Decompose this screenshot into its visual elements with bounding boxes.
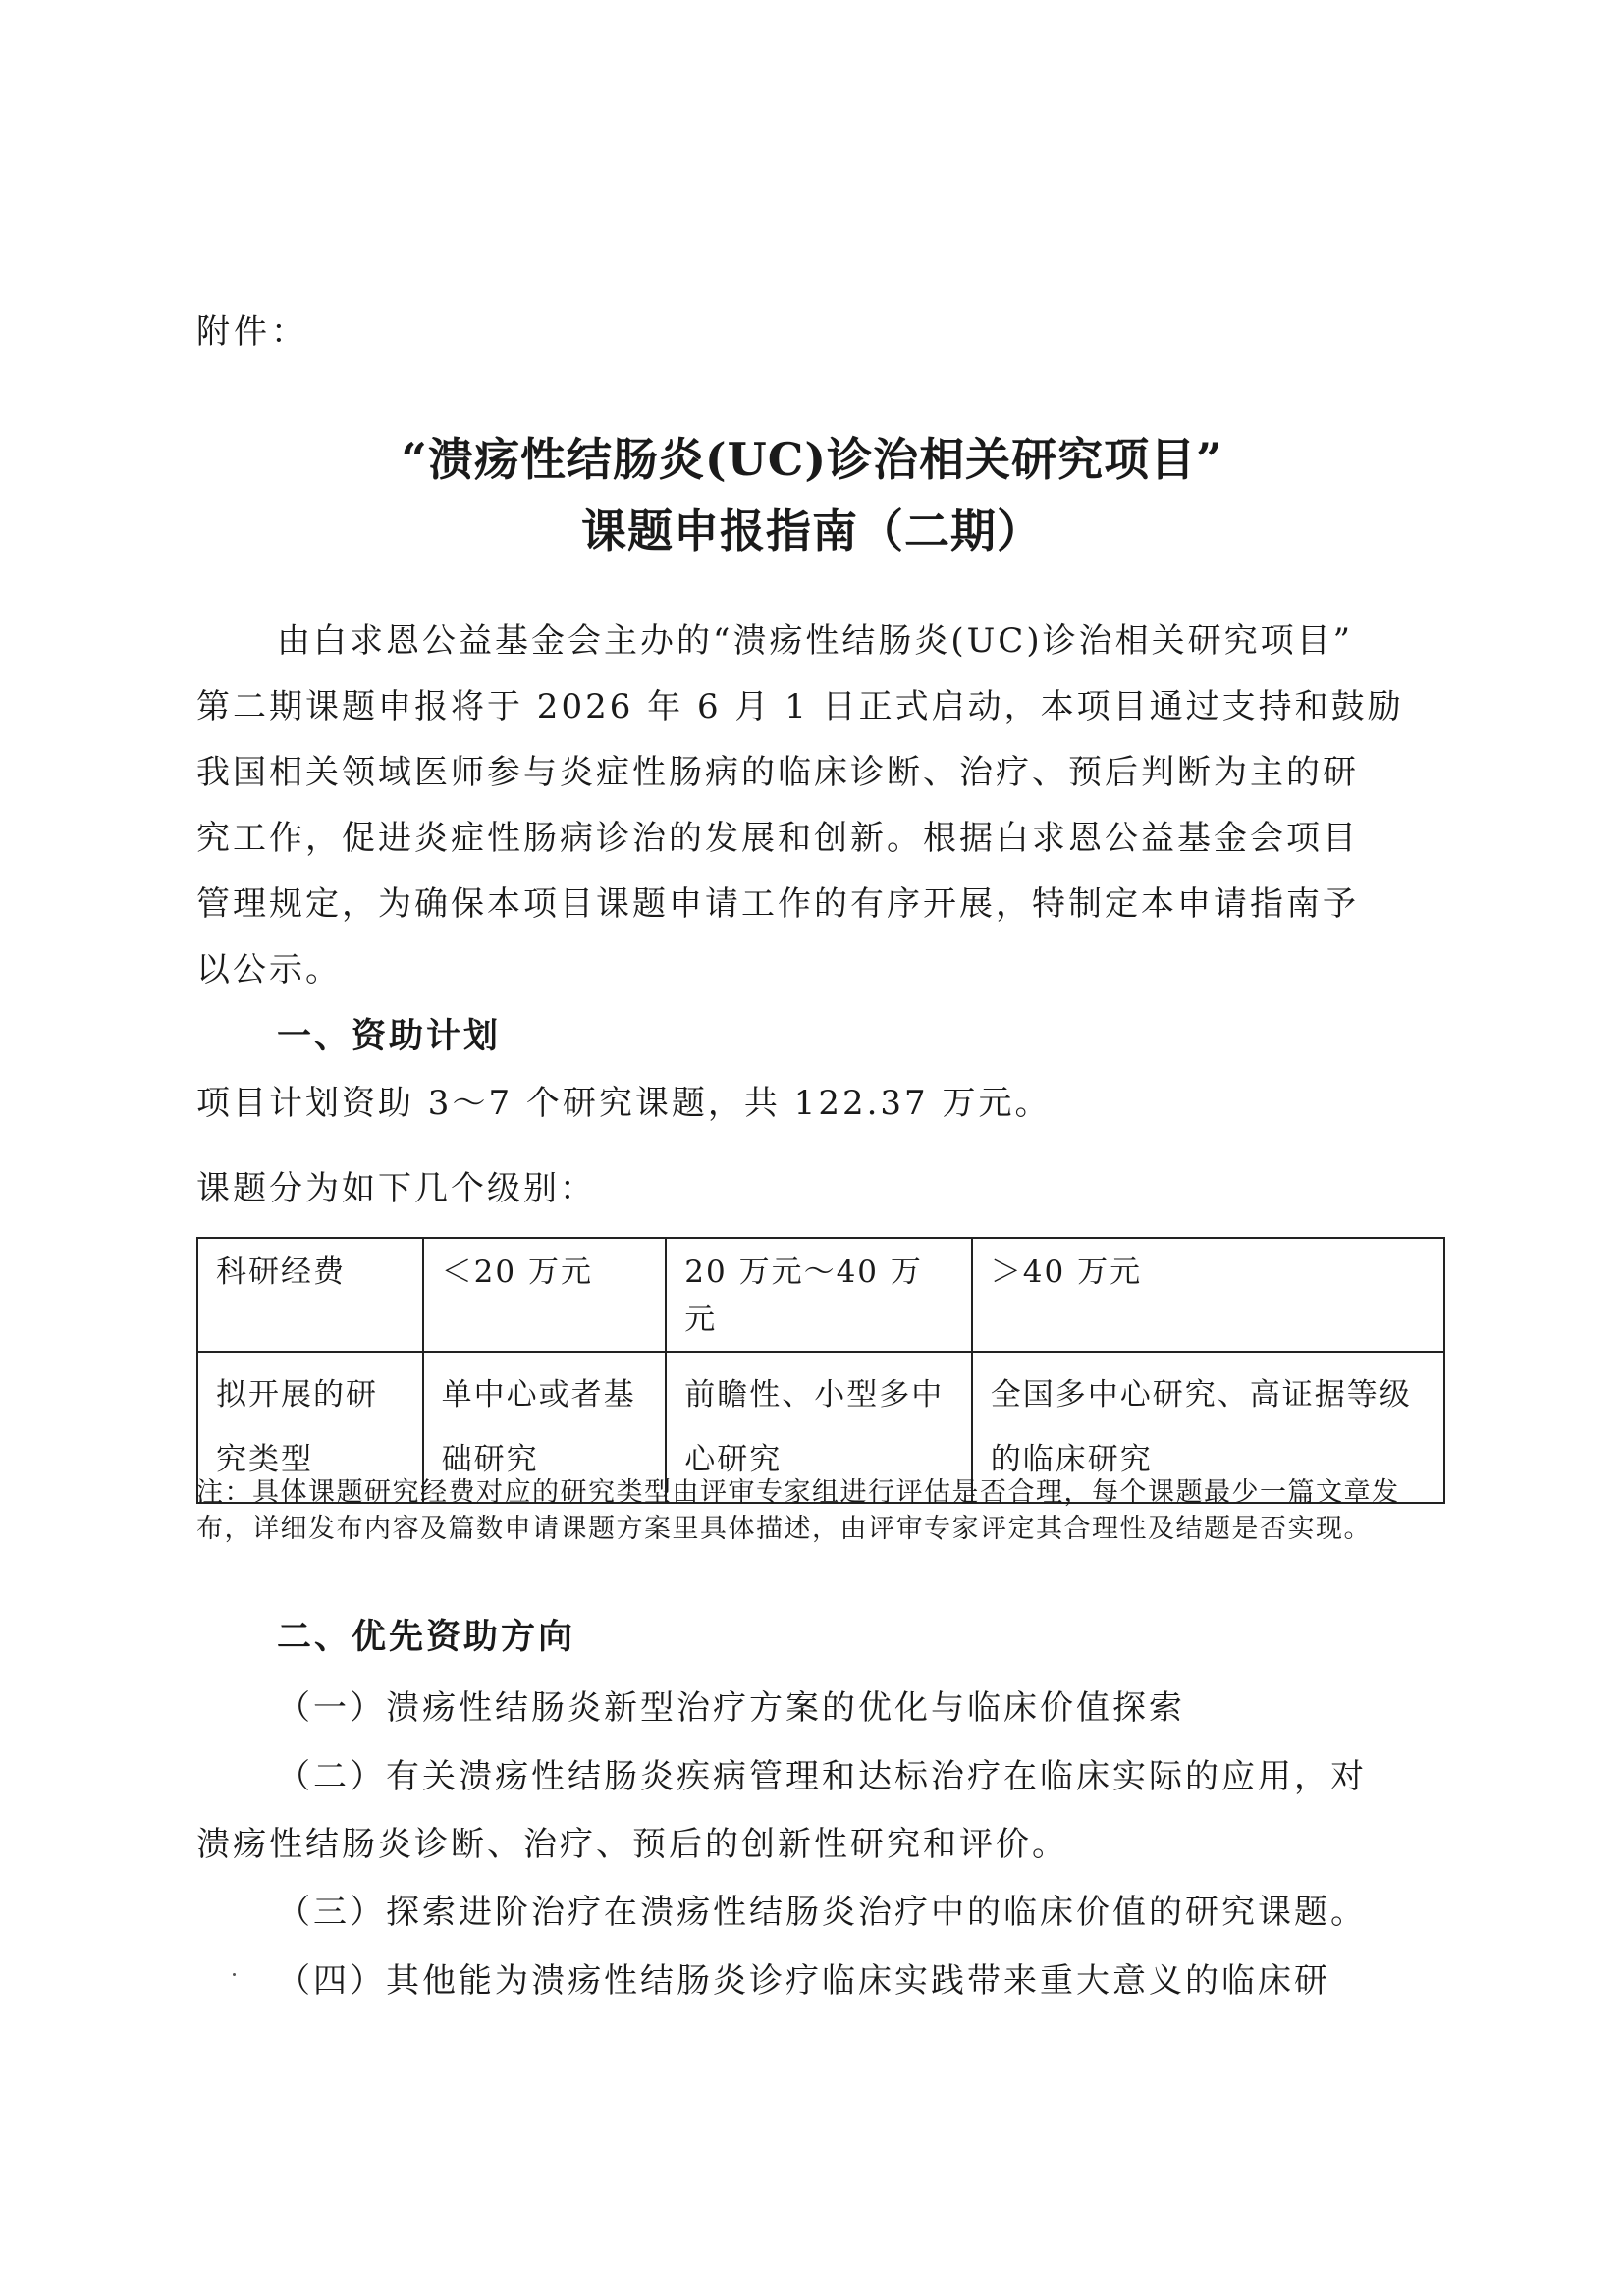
priority-item: （四）其他能为溃疡性结肠炎诊疗临床实践带来重大意义的临床研 — [277, 1961, 1330, 2001]
table-cell: ＜20 万元 — [423, 1238, 667, 1352]
table-cell: 拟开展的研究类型 — [197, 1352, 423, 1503]
section-heading-priority-directions: 二、优先资助方向 — [277, 1618, 576, 1657]
table-row — [197, 1238, 1444, 1352]
intro-line: 究工作，促进炎症性肠病诊治的发展和创新。根据白求恩公益基金会项目 — [196, 819, 1359, 858]
intro-line: 管理规定，为确保本项目课题申请工作的有序开展，特制定本申请指南予 — [196, 884, 1359, 924]
table-cell: 单中心或者基础研究 — [423, 1352, 667, 1503]
table-cell: 20 万元～40 万元 — [666, 1238, 972, 1352]
priority-item: （二）有关溃疡性结肠炎疾病管理和达标治疗在临床实际的应用，对 — [277, 1757, 1367, 1796]
table-cell: 科研经费 — [197, 1238, 423, 1352]
table-cell: ＞40 万元 — [972, 1238, 1444, 1352]
attachment-label: 附件： — [196, 312, 308, 351]
intro-line: 我国相关领域医师参与炎症性肠病的临床诊断、治疗、预后判断为主的研 — [196, 753, 1359, 792]
section-heading-funding-plan: 一、资助计划 — [277, 1017, 502, 1056]
priority-item-continuation: 溃疡性结肠炎诊断、治疗、预后的创新性研究和评价。 — [196, 1825, 1068, 1864]
intro-line: 以公示。 — [196, 950, 342, 989]
table-note: 注：具体课题研究经费对应的研究类型由评审专家组进行评估是否合理，每个课题最少一篇文章发布，详细发布内容及篇数申请课题方案里具体描述，由评审专家评定其合理性及结题是否实现。 — [196, 1477, 1400, 1544]
funding-plan-text: 项目计划资助 3～7 个研究课题，共 122.37 万元。 — [196, 1084, 1052, 1123]
document-title-line2: 课题申报指南（二期） — [581, 505, 1043, 558]
document-title-line1: “溃疡性结肠炎(UC)诊治相关研究项目” — [401, 433, 1223, 486]
table-cell: 全国多中心研究、高证据等级的临床研究 — [972, 1352, 1444, 1503]
intro-line: 第二期课题申报将于 2026 年 6 月 1 日正式启动，本项目通过支持和鼓励 — [196, 687, 1404, 726]
funding-levels-table — [196, 1237, 1445, 1504]
priority-item: （一）溃疡性结肠炎新型治疗方案的优化与临床价值探索 — [277, 1688, 1185, 1728]
levels-intro-text: 课题分为如下几个级别： — [196, 1169, 596, 1208]
table-cell: 前瞻性、小型多中心研究 — [666, 1352, 972, 1503]
intro-line: 由白求恩公益基金会主办的“溃疡性结肠炎(UC)诊治相关研究项目” — [277, 621, 1353, 661]
priority-item: （三）探索进阶治疗在溃疡性结肠炎治疗中的临床价值的研究课题。 — [277, 1893, 1367, 1932]
scan-speck — [233, 1973, 236, 1976]
